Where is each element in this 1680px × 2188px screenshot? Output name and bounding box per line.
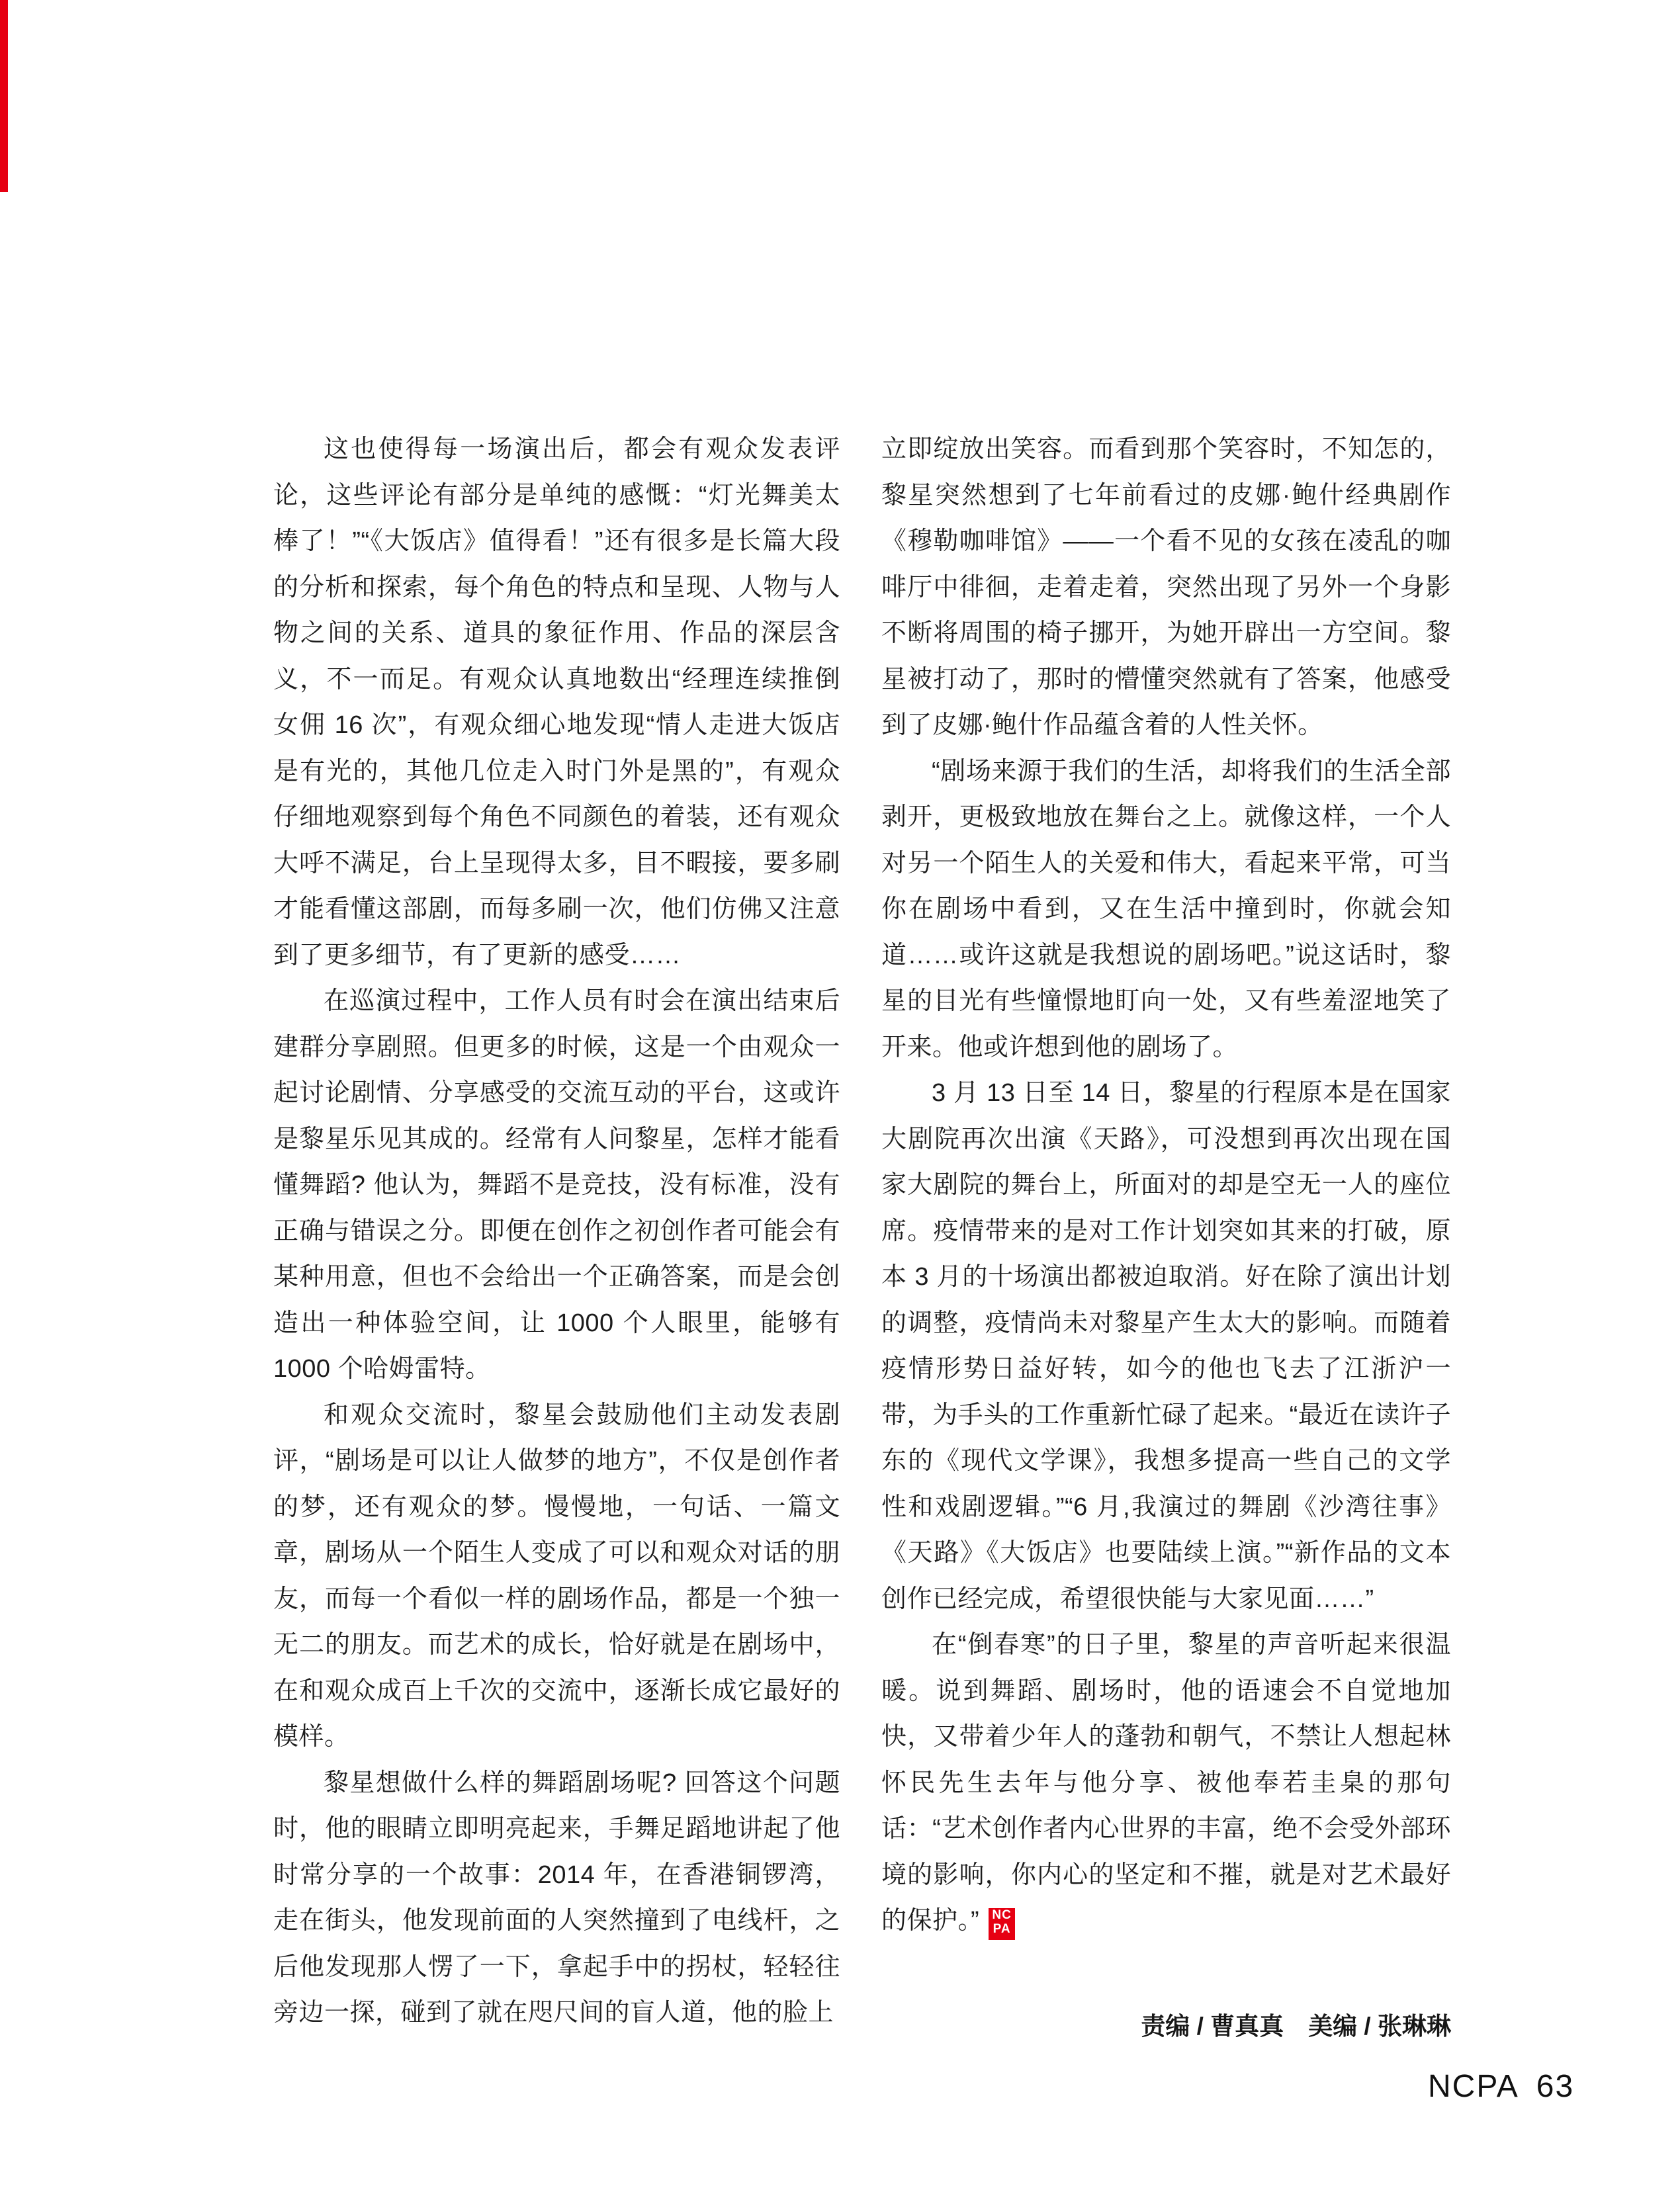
endmark-line1: NC bbox=[992, 1908, 1012, 1922]
paragraph-text: 在“倒春寒”的日子里，黎星的声音听起来很温暖。说到舞蹈、剧场时，他的语速会不自觉地加快，又带着少年人的蓬勃和朝气，不禁让人想起林怀民先生去年与他分享、被他奉若圭臬的那句话：“艺术创作者内心世界的丰富，绝不会受外部环境的影响，你内心的坚定和不摧，就是对艺术最好的保护。” bbox=[881, 1631, 1451, 1935]
endmark-line2: PA bbox=[993, 1922, 1011, 1936]
article-column-right bbox=[881, 427, 1451, 1945]
paragraph bbox=[881, 1622, 1451, 1945]
paragraph: 黎星想做什么样的舞蹈剧场呢? 回答这个问题时，他的眼睛立即明亮起来，手舞足蹈地讲起了他时常分享的一个故事：2014 年，在香港铜锣湾，走在街头，他发现前面的人突然撞到了电线杆，之后他发现那人愣了一下，拿起手中的拐杖，轻轻往旁边一探，碰到了就在咫尺间的盲人道，他的脸上 bbox=[273, 1769, 840, 2027]
footer-page-number: 63 bbox=[1536, 2069, 1575, 2104]
page-footer bbox=[1428, 2068, 1574, 2105]
page-edge-red-tab bbox=[0, 0, 8, 192]
paragraph: 立即绽放出笑容。而看到那个笑容时，不知怎的，黎星突然想到了七年前看过的皮娜·鲍什经典剧作《穆勒咖啡馆》——一个看不见的女孩在凌乱的咖啡厅中徘徊，走着走着，突然出现了另外一个身影不断将周围的椅子挪开，为她开辟出一方空间。黎星被打动了，那时的懵懂突然就有了答案，他感受到了皮娜·鲍什作品蕴含着的人性关怀。 bbox=[881, 435, 1451, 739]
paragraph: 这也使得每一场演出后，都会有观众发表评论，这些评论有部分是单纯的感慨：“灯光舞美太棒了！”“《大饭店》值得看！”还有很多是长篇大段的分析和探索，每个角色的特点和呈现、人物与人物之间的关系、道具的象征作用、作品的深层含义，不一而足。有观众认真地数出“经理连续推倒女佣 16 次”，有观众细心地发现“情人走进大饭店是有光的，其他几位走入时门外是黑的”，有观众仔细地观察到每个角色不同颜色的着装，还有观众大呼不满足，台上呈现得太多，目不暇接，要多刷才能看懂这部剧，而每多刷一次，他们仿佛又注意到了更多细节，有了更新的感受…… bbox=[273, 435, 840, 969]
paragraph: 和观众交流时，黎星会鼓励他们主动发表剧评，“剧场是可以让人做梦的地方”，不仅是创作者的梦，还有观众的梦。慢慢地，一句话、一篇文章，剧场从一个陌生人变成了可以和观众对话的朋友，而每一个看似一样的剧场作品，都是一个独一无二的朋友。而艺术的成长，恰好就是在剧场中，在和观众成百上千次的交流中，逐渐长成它最好的模样。 bbox=[273, 1401, 840, 1751]
ncpa-endmark-icon bbox=[989, 1908, 1015, 1940]
paragraph: 3 月 13 日至 14 日，黎星的行程原本是在国家大剧院再次出演《天路》，可没想到再次出现在国家大剧院的舞台上，所面对的却是空无一人的座位席。疫情带来的是对工作计划突如其来的打破，原本 3 月的十场演出都被迫取消。好在除了演出计划的调整，疫情尚未对黎星产生太大的影响。而随着疫情形势日益好转，如今的他也飞去了江浙沪一带，为手头的工作重新忙碌了起来。“最近在读许子东的《现代文学课》，我想多提高一些自己的文学性和戏剧逻辑。”“6 月,我演过的舞剧《沙湾往事》《天路》《大饭店》也要陆续上演。”“新作品的文本创作已经完成，希望很快能与大家见面……” bbox=[881, 1079, 1451, 1613]
editor-byline: 责编 / 曹真真 美编 / 张琳琳 bbox=[1141, 2013, 1451, 2040]
footer-brand: NCPA bbox=[1428, 2069, 1519, 2104]
paragraph: “剧场来源于我们的生活，却将我们的生活全部剥开，更极致地放在舞台之上。就像这样，一个人对另一个陌生人的关爱和伟大，看起来平常，可当你在剧场中看到，又在生活中撞到时，你就会知道……或许这就是我想说的剧场吧。”说这话时，黎星的目光有些憧憬地盯向一处，又有些羞涩地笑了开来。他或许想到他的剧场了。 bbox=[881, 757, 1451, 1061]
paragraph: 在巡演过程中，工作人员有时会在演出结束后建群分享剧照。但更多的时候，这是一个由观众一起讨论剧情、分享感受的交流互动的平台，这或许是黎星乐见其成的。经常有人问黎星，怎样才能看懂舞蹈? 他认为，舞蹈不是竞技，没有标准，没有正确与错误之分。即便在创作之初创作者可能会有某种用意，但也不会给出一个正确答案，而是会创造出一种体验空间，让 1000 个人眼里，能够有 1000 个哈姆雷特。 bbox=[273, 987, 840, 1383]
article-column-left bbox=[273, 427, 840, 2036]
